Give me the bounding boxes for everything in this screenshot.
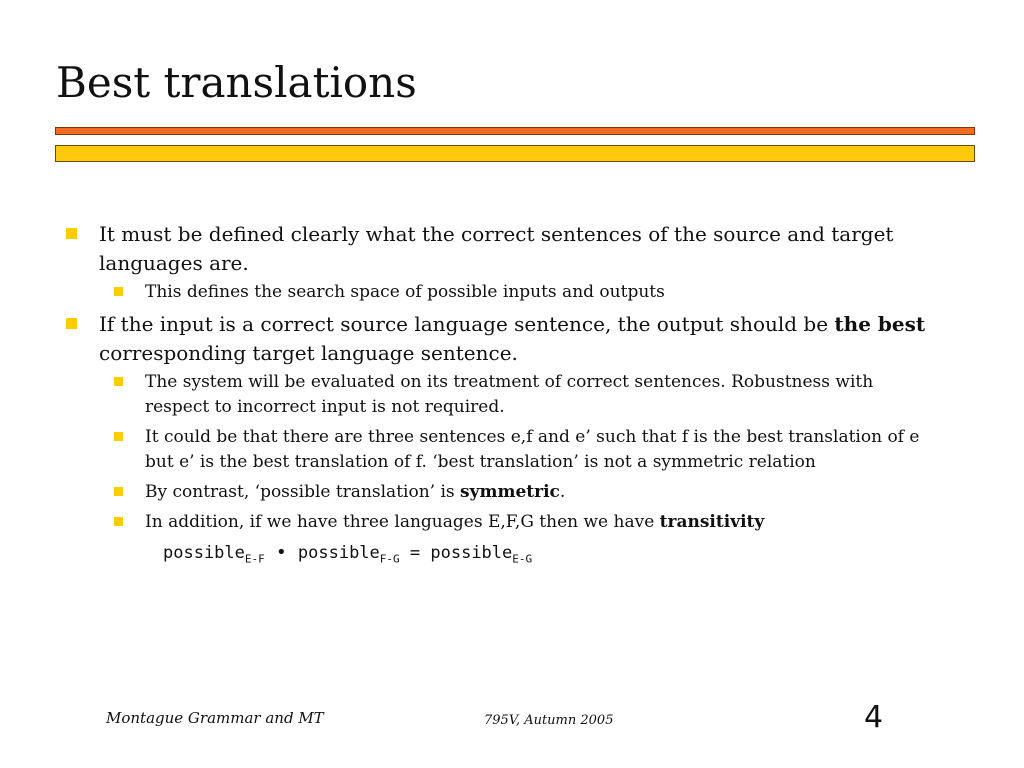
bullet-item (62, 220, 942, 278)
composition-dot: • (276, 542, 287, 563)
bullet-item (62, 310, 942, 368)
emphasis-text: the best (834, 312, 926, 336)
square-bullet-icon (114, 287, 123, 296)
sub-bullet-item (62, 280, 942, 305)
square-bullet-icon (66, 318, 77, 329)
square-bullet-icon (114, 517, 123, 526)
bullet-text: It must be defined clearly what the correct sentences of the source and target languages are. (99, 222, 894, 275)
sub-bullet-text: In addition, if we have three languages E,F,G then we have transitivity (145, 512, 765, 532)
slide-title: Best translations (56, 58, 417, 107)
title-underline-orange (55, 127, 975, 135)
square-bullet-icon (66, 228, 77, 239)
sub-bullet-text: This defines the search space of possible inputs and outputs (145, 282, 665, 302)
title-underline-yellow (55, 145, 975, 162)
slide-body (62, 220, 942, 572)
sub-bullet-item (62, 480, 942, 505)
emphasis-text: symmetric (460, 482, 560, 502)
sub-bullet-text: It could be that there are three sentences e,f and e’ such that f is the best translation of e but e’ is the best translation of f. ‘best translation’ is not a symmetric relation (145, 427, 920, 472)
emphasis-text: transitivity (659, 512, 765, 532)
footer-term: 795V, Autumn 2005 (484, 713, 614, 728)
sub-bullet-text: By contrast, ‘possible translation’ is symmetric. (145, 482, 566, 502)
footer-course-title: Montague Grammar and MT (106, 709, 324, 727)
square-bullet-icon (114, 432, 123, 441)
sub-bullet-text: The system will be evaluated on its treatment of correct sentences. Robustness with respect to incorrect input is not required. (145, 372, 874, 417)
sub-bullet-item (62, 370, 942, 420)
page-number: 4 (864, 700, 884, 735)
square-bullet-icon (114, 487, 123, 496)
bullet-text: If the input is a correct source language sentence, the output should be the best corresponding target language sentence. (99, 312, 926, 365)
square-bullet-icon (114, 377, 123, 386)
sub-bullet-item (62, 510, 942, 535)
sub-bullet-item (62, 425, 942, 475)
transitivity-formula: possible$_{E-F}$ • possible$_{F-G}$ = possible$_{E-G}$ (163, 542, 533, 566)
